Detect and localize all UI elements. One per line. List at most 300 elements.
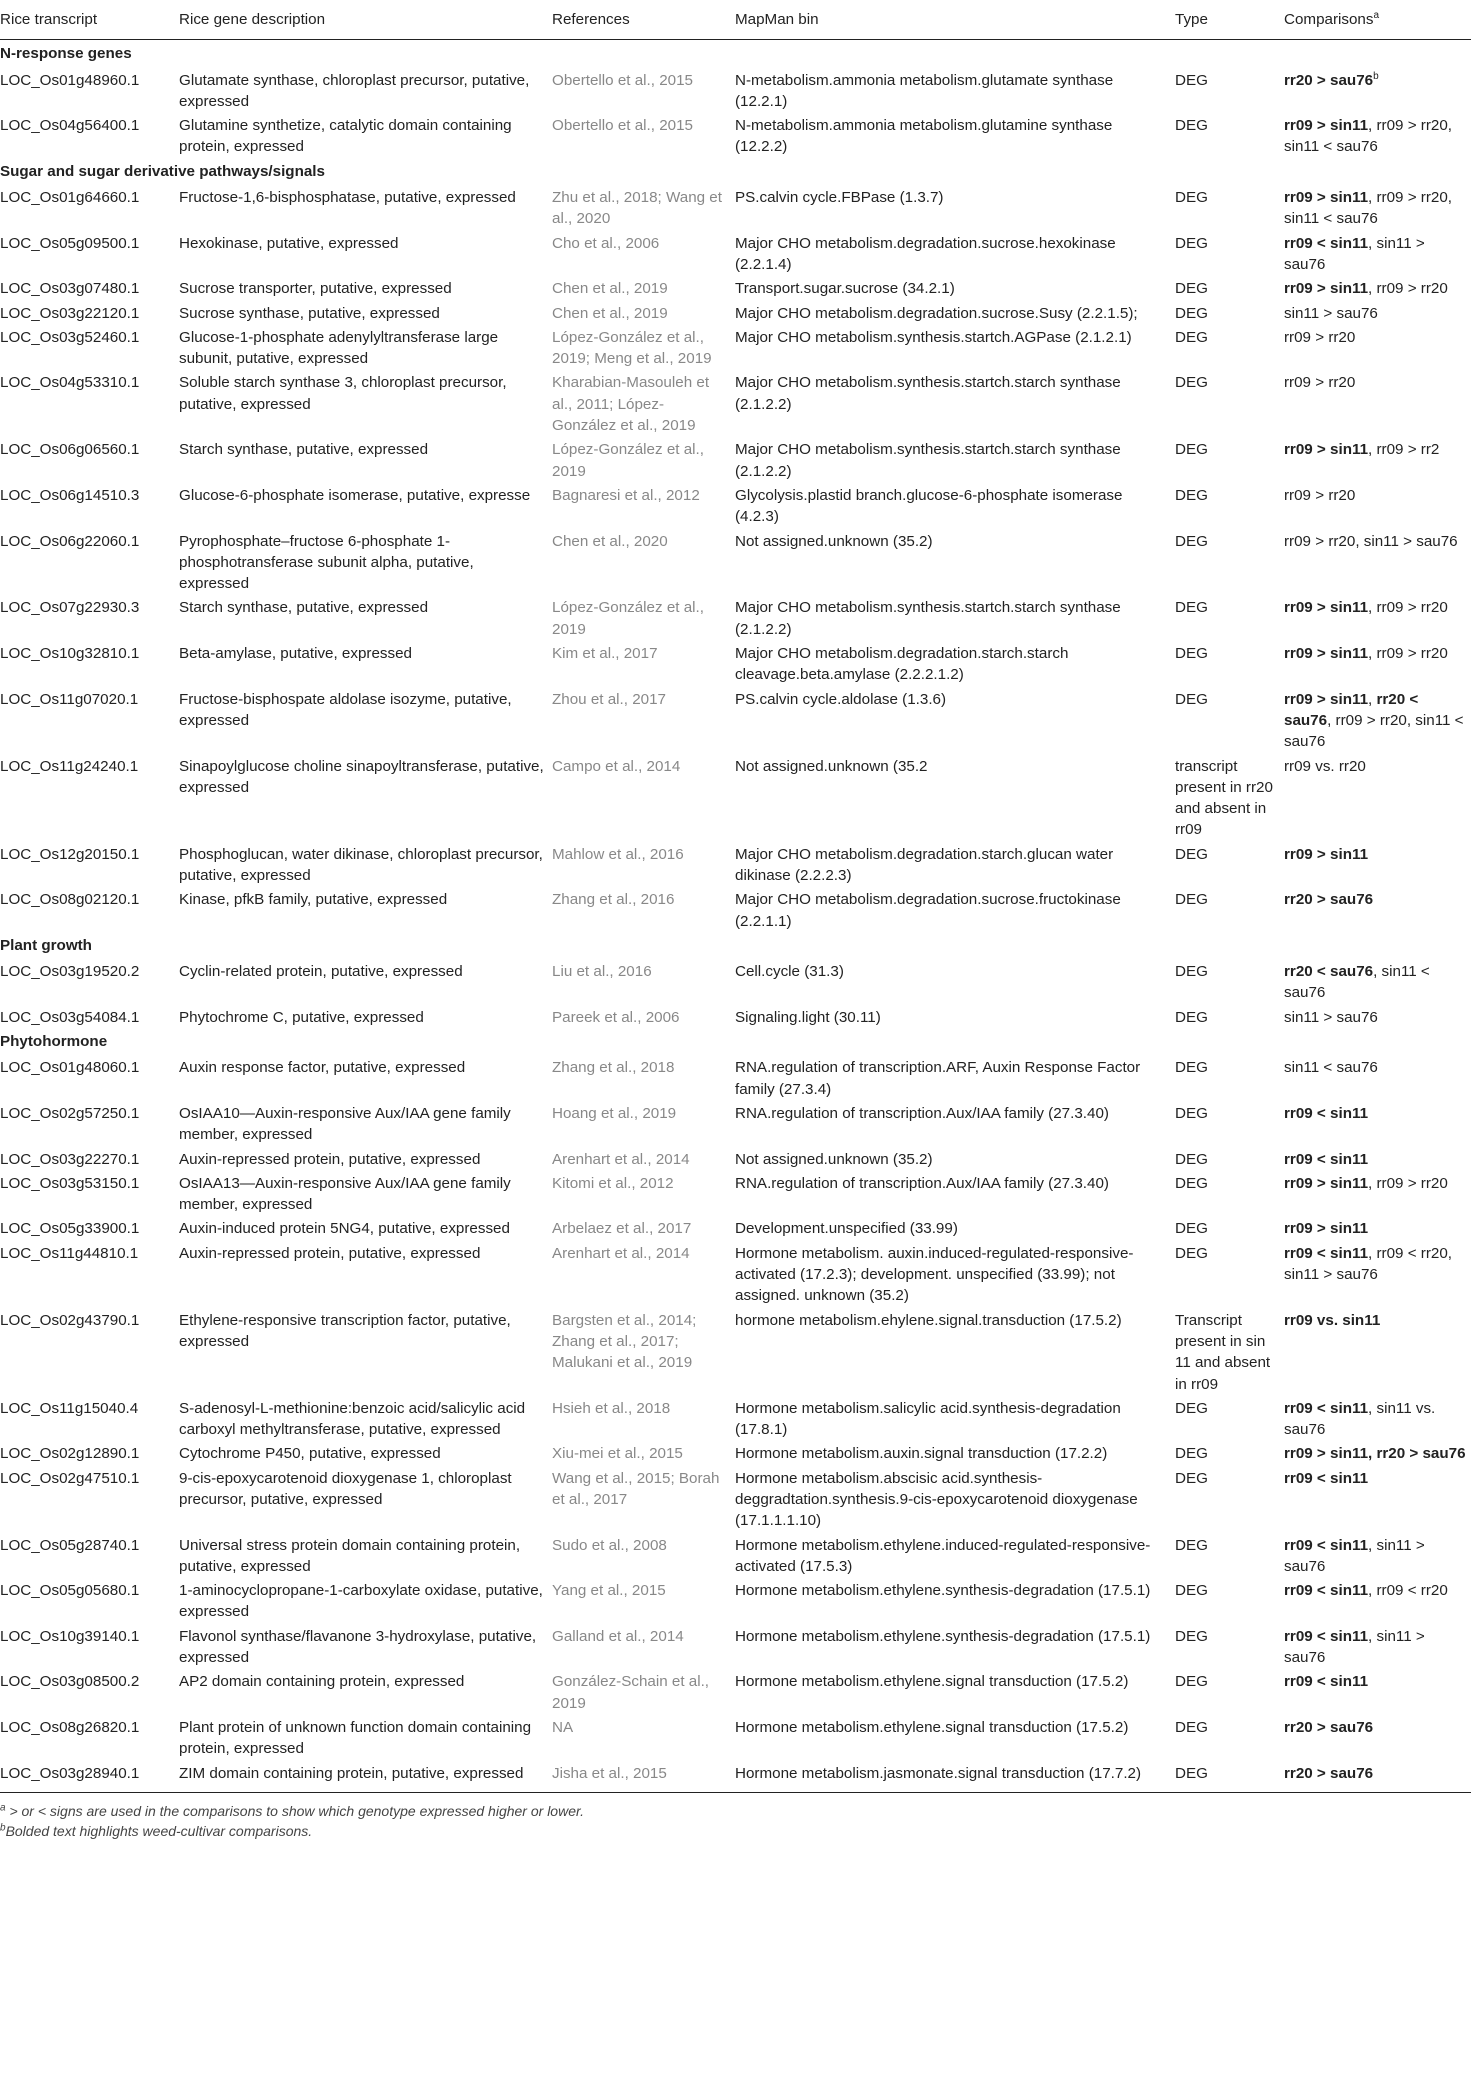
cell-type: transcript present in rr20 and absent in rr09 (1175, 757, 1273, 839)
cell-comparisons (1278, 1215, 1471, 1239)
cell-mapman-bin: Hormone metabolism.ethylene.signal transduction (17.5.2) (735, 1718, 1129, 1736)
cell-transcript: LOC_Os08g26820.1 (0, 1718, 140, 1736)
cell-transcript: LOC_Os11g07020.1 (0, 690, 139, 708)
cell-reference: Xiu-mei et al., 2015 (552, 1445, 683, 1463)
cell-description: 9-cis-epoxycarotenoid dioxygenase 1, chloroplast precursor, putative, expressed (179, 1469, 512, 1508)
cell-description: OsIAA10—Auxin-responsive Aux/IAA gene family member, expressed (179, 1104, 511, 1144)
table-row (0, 1100, 1471, 1146)
comparison-segment: , rr09 > rr20 (1368, 645, 1448, 663)
comparison-segment: rr09 < sin11 (1284, 1150, 1369, 1168)
comparison-segment: , sin11 > sau76 (1284, 1536, 1425, 1575)
comparison-segment: rr09 > sin11 (1284, 845, 1369, 863)
cell-mapman-bin: Signaling.light (30.11) (735, 1008, 881, 1026)
cell-reference: Kim et al., 2017 (552, 645, 658, 663)
cell-type: DEG (1175, 1469, 1208, 1487)
header-mapman-bin: MapMan bin (729, 0, 1169, 40)
table-row (0, 436, 1471, 482)
comparison-segment: rr09 < sin11 (1284, 1104, 1369, 1122)
header-description: Rice gene description (173, 0, 546, 40)
cell-description: Glutamate synthase, chloroplast precursor, putative, expressed (179, 71, 530, 110)
comparison-segment: rr09 > rr20, sin11 > sau76 (1284, 532, 1458, 550)
cell-type: DEG (1175, 486, 1208, 504)
cell-transcript: LOC_Os10g39140.1 (0, 1627, 140, 1645)
table-row (0, 300, 1471, 324)
comparison-segment: , rr09 > rr20, sin11 < sau76 (1284, 117, 1453, 156)
table-row (0, 1215, 1471, 1239)
section-title: Sugar and sugar derivative pathways/signals (0, 162, 325, 180)
cell-comparisons (1278, 324, 1471, 370)
comparison-segment: sin11 < sau76 (1284, 1059, 1378, 1077)
cell-description: ZIM domain containing protein, putative, expressed (179, 1764, 524, 1782)
cell-type: DEG (1175, 690, 1208, 708)
section-row (0, 158, 1471, 184)
cell-mapman-bin: Major CHO metabolism.degradation.starch.glucan water dikinase (2.2.2.3) (735, 845, 1114, 884)
cell-comparisons (1278, 640, 1471, 686)
cell-transcript: LOC_Os10g32810.1 (0, 645, 140, 663)
comparison-segment: rr09 > sin11 (1284, 280, 1369, 298)
footnote-a (0, 1801, 1471, 1821)
cell-mapman-bin: Hormone metabolism.ethylene.synthesis-degradation (17.5.1) (735, 1627, 1151, 1645)
cell-mapman-bin: Major CHO metabolism.degradation.sucrose.fructokinase (2.2.1.1) (735, 891, 1121, 930)
cell-type: DEG (1175, 1718, 1208, 1736)
footnote-b-mark: b (0, 1822, 6, 1834)
cell-reference: Zhu et al., 2018; Wang et al., 2020 (552, 189, 722, 228)
cell-comparisons (1278, 886, 1471, 932)
cell-comparisons (1278, 369, 1471, 436)
cell-mapman-bin: Hormone metabolism.auxin.signal transduction (17.2.2) (735, 1445, 1108, 1463)
cell-mapman-bin: Major CHO metabolism.degradation.sucrose.Susy (2.2.1.5); (735, 304, 1138, 322)
comparison-segment: rr09 vs. rr20 (1284, 757, 1366, 775)
cell-comparisons (1278, 594, 1471, 640)
comparison-segment: rr09 < sin11 (1284, 1673, 1369, 1691)
comparison-segment: rr09 > sin11 (1284, 690, 1369, 708)
cell-mapman-bin: N-metabolism.ammonia metabolism.glutamine synthase (12.2.2) (735, 117, 1113, 156)
comparison-segment: sin11 > sau76 (1284, 1008, 1378, 1026)
cell-mapman-bin: Major CHO metabolism.degradation.sucrose.hexokinase (2.2.1.4) (735, 234, 1116, 273)
cell-comparisons (1278, 300, 1471, 324)
cell-mapman-bin: N-metabolism.ammonia metabolism.glutamate synthase (12.2.1) (735, 71, 1114, 110)
table-row (0, 1240, 1471, 1307)
cell-reference: Yang et al., 2015 (552, 1582, 666, 1600)
cell-mapman-bin: Major CHO metabolism.synthesis.startch.AGPase (2.1.2.1) (735, 328, 1132, 346)
cell-transcript: LOC_Os03g54084.1 (0, 1008, 140, 1026)
table-row (0, 369, 1471, 436)
cell-description: Phytochrome C, putative, expressed (179, 1008, 424, 1026)
cell-reference: Bagnaresi et al., 2012 (552, 486, 700, 504)
cell-description: Glucose-1-phosphate adenylyltransferase large subunit, putative, expressed (179, 328, 499, 368)
cell-type: DEG (1175, 1174, 1208, 1192)
cell-mapman-bin: RNA.regulation of transcription.Aux/IAA family (27.3.40) (735, 1174, 1109, 1192)
cell-comparisons (1278, 275, 1471, 299)
cell-transcript: LOC_Os06g22060.1 (0, 532, 140, 550)
comparison-segment: , rr09 > rr20 (1368, 599, 1448, 617)
cell-transcript: LOC_Os01g48060.1 (0, 1059, 140, 1077)
cell-transcript: LOC_Os03g22270.1 (0, 1150, 140, 1168)
cell-reference: Zhang et al., 2016 (552, 891, 675, 909)
comparison-segment: , rr09 > rr20, sin11 < sau76 (1284, 189, 1453, 228)
cell-mapman-bin: PS.calvin cycle.FBPase (1.3.7) (735, 189, 944, 207)
cell-mapman-bin: Not assigned.unknown (35.2) (735, 532, 933, 550)
cell-type: Transcript present in sin 11 and absent in rr09 (1175, 1311, 1271, 1393)
comparison-segment: rr09 < sin11 (1284, 234, 1369, 252)
cell-type: DEG (1175, 1059, 1208, 1077)
table-row (0, 112, 1471, 158)
cell-description: Glucose-6-phosphate isomerase, putative, expresse (179, 486, 531, 504)
cell-reference: Zhang et al., 2018 (552, 1059, 675, 1077)
cell-mapman-bin: Hormone metabolism.ethylene.signal transduction (17.5.2) (735, 1673, 1129, 1691)
comparison-segment: rr09 < sin11 (1284, 1244, 1369, 1262)
cell-description: Fructose-1,6-bisphosphatase, putative, expressed (179, 189, 516, 207)
table-row (0, 1395, 1471, 1441)
table-row (0, 958, 1471, 1004)
cell-type: DEG (1175, 1673, 1208, 1691)
cell-transcript: LOC_Os07g22930.3 (0, 599, 140, 617)
comparison-segment: , rr09 < rr20, sin11 > sau76 (1284, 1244, 1453, 1284)
cell-mapman-bin: Major CHO metabolism.synthesis.startch.starch synthase (2.1.2.2) (735, 441, 1121, 480)
cell-reference: Arbelaez et al., 2017 (552, 1220, 692, 1238)
cell-mapman-bin: Major CHO metabolism.synthesis.startch.starch synthase (2.1.2.2) (735, 374, 1121, 413)
cell-comparisons (1278, 1307, 1471, 1395)
comparison-segment: rr09 > sin11 (1284, 599, 1369, 617)
cell-type: DEG (1175, 1536, 1208, 1554)
table-row (0, 753, 1471, 841)
comparison-segment: rr20 < sau76 (1284, 963, 1374, 981)
cell-mapman-bin: Not assigned.unknown (35.2 (735, 757, 928, 775)
cell-description: Cytochrome P450, putative, expressed (179, 1445, 441, 1463)
cell-description: Starch synthase, putative, expressed (179, 599, 429, 617)
cell-comparisons (1278, 1714, 1471, 1760)
cell-comparisons (1278, 1577, 1471, 1623)
cell-type: DEG (1175, 1399, 1208, 1417)
comparison-segment: , rr09 < rr20 (1368, 1582, 1448, 1600)
comparison-footnote-mark: b (1373, 70, 1379, 82)
cell-comparisons (1278, 1532, 1471, 1578)
table-row (0, 1170, 1471, 1216)
cell-reference: López-González et al., 2019; Meng et al., 2019 (552, 328, 712, 368)
table-row (0, 886, 1471, 932)
cell-description: Auxin-repressed protein, putative, expressed (179, 1150, 481, 1168)
cell-description: Phosphoglucan, water dikinase, chloroplast precursor, putative, expressed (179, 845, 543, 884)
cell-reference: Hoang et al., 2019 (552, 1104, 677, 1122)
cell-transcript: LOC_Os03g52460.1 (0, 328, 140, 346)
cell-comparisons (1278, 958, 1471, 1004)
cell-type: DEG (1175, 532, 1208, 550)
cell-transcript: LOC_Os03g28940.1 (0, 1764, 140, 1782)
cell-mapman-bin: Transport.sugar.sucrose (34.2.1) (735, 280, 955, 298)
table-footnotes (0, 1792, 1471, 1841)
header-transcript: Rice transcript (0, 0, 173, 40)
cell-mapman-bin: Hormone metabolism.ethylene.induced-regulated-responsive-activated (17.5.3) (735, 1536, 1151, 1575)
comparison-segment: rr09 > rr20 (1284, 486, 1356, 504)
comparison-segment: rr20 > sau76 (1284, 1718, 1374, 1736)
cell-transcript: LOC_Os03g19520.2 (0, 963, 140, 981)
cell-transcript: LOC_Os03g22120.1 (0, 304, 140, 322)
cell-type: DEG (1175, 891, 1208, 909)
comparison-segment: rr09 > sin11 (1284, 1174, 1369, 1192)
comparison-segment: rr20 > sau76 (1284, 1764, 1374, 1782)
comparison-segment: rr20 < sau76 (1284, 690, 1419, 729)
cell-mapman-bin: Hormone metabolism.abscisic acid.synthesis-deggradtation.synthesis.9-cis-epoxycarotenoid dioxygenase (17.1.1.1.10) (735, 1469, 1138, 1530)
cell-comparisons (1278, 230, 1471, 276)
cell-transcript: LOC_Os05g33900.1 (0, 1220, 140, 1238)
cell-description: Glutamine synthetize, catalytic domain containing protein, expressed (179, 117, 512, 156)
cell-type: DEG (1175, 117, 1208, 135)
cell-description: Plant protein of unknown function domain containing protein, expressed (179, 1718, 532, 1758)
cell-reference: Jisha et al., 2015 (552, 1764, 667, 1782)
table-row (0, 1307, 1471, 1395)
comparison-segment: rr09 > sin11, rr20 > sau76 (1284, 1445, 1466, 1463)
table-row (0, 841, 1471, 887)
cell-type: DEG (1175, 374, 1208, 392)
comparison-segment: rr09 < sin11 (1284, 1627, 1369, 1645)
cell-description: Auxin response factor, putative, expressed (179, 1059, 466, 1077)
cell-transcript: LOC_Os03g08500.2 (0, 1673, 140, 1691)
comparison-segment: rr09 < sin11 (1284, 1399, 1369, 1417)
footnote-a-mark: a (0, 1802, 6, 1814)
cell-type: DEG (1175, 189, 1208, 207)
cell-type: DEG (1175, 1104, 1208, 1122)
table-row (0, 1760, 1471, 1792)
comparison-segment: rr09 > rr20 (1284, 328, 1356, 346)
header-comparisons (1278, 0, 1471, 40)
cell-mapman-bin: PS.calvin cycle.aldolase (1.3.6) (735, 690, 947, 708)
comparison-segment: , rr09 > rr20, sin11 < sau76 (1284, 711, 1464, 751)
cell-description: S-adenosyl-L-methionine:benzoic acid/salicylic acid carboxyl methyltransferase, putative, expressed (179, 1399, 526, 1439)
cell-comparisons (1278, 1623, 1471, 1669)
table-row (0, 1465, 1471, 1532)
cell-type: DEG (1175, 1445, 1208, 1463)
comparison-segment: rr09 < sin11 (1284, 1469, 1369, 1487)
cell-type: DEG (1175, 1008, 1208, 1026)
table-row (0, 528, 1471, 595)
table-row (0, 67, 1471, 113)
footnote-b (0, 1821, 1471, 1841)
cell-description: Soluble starch synthase 3, chloroplast precursor, putative, expressed (179, 374, 507, 413)
cell-reference: Mahlow et al., 2016 (552, 845, 684, 863)
comparison-segment: rr09 > sin11 (1284, 441, 1369, 459)
cell-transcript: LOC_Os02g43790.1 (0, 1311, 140, 1329)
cell-description: 1-aminocyclopropane-1-carboxylate oxidase, putative, expressed (179, 1582, 543, 1621)
cell-mapman-bin: hormone metabolism.ehylene.signal.transduction (17.5.2) (735, 1311, 1122, 1329)
table-row (0, 1004, 1471, 1028)
cell-transcript: LOC_Os11g15040.4 (0, 1399, 139, 1417)
table-row (0, 1532, 1471, 1578)
cell-comparisons (1278, 1240, 1471, 1307)
cell-transcript: LOC_Os05g28740.1 (0, 1536, 140, 1554)
cell-description: Pyrophosphate–fructose 6-phosphate 1-phosphotransferase subunit alpha, putative, expressed (179, 532, 474, 593)
cell-mapman-bin: Hormone metabolism.ethylene.synthesis-degradation (17.5.1) (735, 1582, 1151, 1600)
table-row (0, 1668, 1471, 1714)
section-row (0, 932, 1471, 958)
cell-comparisons (1278, 1170, 1471, 1216)
cell-mapman-bin: Hormone metabolism.salicylic acid.synthesis-degradation (17.8.1) (735, 1399, 1121, 1439)
cell-transcript: LOC_Os05g05680.1 (0, 1582, 140, 1600)
cell-reference: Sudo et al., 2008 (552, 1536, 667, 1554)
cell-mapman-bin: RNA.regulation of transcription.Aux/IAA family (27.3.40) (735, 1104, 1109, 1122)
cell-type: DEG (1175, 1220, 1208, 1238)
cell-description: Ethylene-responsive transcription factor, putative, expressed (179, 1311, 511, 1350)
cell-comparisons (1278, 841, 1471, 887)
cell-reference: Arenhart et al., 2014 (552, 1150, 690, 1168)
cell-reference: Obertello et al., 2015 (552, 117, 693, 135)
cell-reference: Chen et al., 2019 (552, 280, 668, 298)
table-row (0, 324, 1471, 370)
comparison-segment: , rr09 > rr20 (1368, 280, 1448, 298)
cell-transcript: LOC_Os04g53310.1 (0, 374, 140, 392)
cell-reference: Arenhart et al., 2014 (552, 1244, 690, 1262)
cell-description: Hexokinase, putative, expressed (179, 234, 399, 252)
header-row (0, 0, 1471, 40)
table-row (0, 1440, 1471, 1464)
cell-description: Cyclin-related protein, putative, expressed (179, 963, 463, 981)
cell-transcript: LOC_Os03g07480.1 (0, 280, 140, 298)
comparison-segment: rr09 vs. sin11 (1284, 1311, 1381, 1329)
cell-transcript: LOC_Os05g09500.1 (0, 234, 140, 252)
cell-reference: Campo et al., 2014 (552, 757, 681, 775)
cell-comparisons (1278, 528, 1471, 595)
cell-comparisons (1278, 1465, 1471, 1532)
cell-comparisons (1278, 1395, 1471, 1441)
cell-reference: Galland et al., 2014 (552, 1627, 684, 1645)
section-title: Plant growth (0, 936, 92, 954)
cell-transcript: LOC_Os01g64660.1 (0, 189, 140, 207)
comparison-segment: , rr09 > rr2 (1368, 441, 1440, 459)
comparison-segment: rr20 > sau76 (1284, 891, 1374, 909)
cell-comparisons (1278, 482, 1471, 528)
cell-reference: González-Schain et al., 2019 (552, 1673, 710, 1712)
section-row (0, 40, 1471, 67)
cell-type: DEG (1175, 1582, 1208, 1600)
cell-reference: Kharabian-Masouleh et al., 2011; López-González et al., 2019 (552, 374, 710, 435)
cell-type: DEG (1175, 1764, 1208, 1782)
footnote-b-text: Bolded text highlights weed-cultivar comparisons. (5, 1822, 313, 1839)
cell-description: Kinase, pfkB family, putative, expressed (179, 891, 448, 909)
cell-transcript: LOC_Os02g12890.1 (0, 1445, 140, 1463)
cell-comparisons (1278, 1004, 1471, 1028)
cell-comparisons (1278, 1440, 1471, 1464)
cell-description: Fructose-bisphospate aldolase isozyme, putative, expressed (179, 690, 512, 729)
cell-mapman-bin: Not assigned.unknown (35.2) (735, 1150, 933, 1168)
cell-transcript: LOC_Os03g53150.1 (0, 1174, 140, 1192)
header-references: References (546, 0, 729, 40)
cell-transcript: LOC_Os11g44810.1 (0, 1244, 139, 1262)
table-row (0, 686, 1471, 753)
cell-reference: Chen et al., 2019 (552, 304, 668, 322)
table-row (0, 1577, 1471, 1623)
cell-mapman-bin: Hormone metabolism.jasmonate.signal transduction (17.7.2) (735, 1764, 1142, 1782)
cell-mapman-bin: Development.unspecified (33.99) (735, 1220, 958, 1238)
cell-transcript: LOC_Os02g57250.1 (0, 1104, 140, 1122)
table-row (0, 482, 1471, 528)
cell-comparisons (1278, 184, 1471, 230)
table-row (0, 1054, 1471, 1100)
table-row (0, 275, 1471, 299)
cell-type: DEG (1175, 1244, 1208, 1262)
cell-reference: Zhou et al., 2017 (552, 690, 666, 708)
cell-transcript: LOC_Os02g47510.1 (0, 1469, 140, 1487)
comparison-segment: , sin11 vs. sau76 (1284, 1399, 1436, 1439)
table-row (0, 1714, 1471, 1760)
comparison-segment: , (1368, 690, 1377, 708)
table-row (0, 594, 1471, 640)
cell-mapman-bin: Hormone metabolism. auxin.induced-regulated-responsive-activated (17.2.3); development. unspecified (33.99); not assigned. unknown (35.2) (735, 1244, 1134, 1305)
cell-reference: Chen et al., 2020 (552, 532, 668, 550)
cell-mapman-bin: Major CHO metabolism.synthesis.startch.starch synthase (2.1.2.2) (735, 599, 1121, 638)
cell-type: DEG (1175, 234, 1208, 252)
cell-comparisons (1278, 112, 1471, 158)
comparison-segment: rr20 > sau76 (1284, 71, 1374, 89)
footnote-a-text: > or < signs are used in the comparisons to show which genotype expressed higher or lower. (5, 1802, 585, 1819)
comparison-segment: rr09 > sin11 (1284, 1220, 1369, 1238)
cell-type: DEG (1175, 645, 1208, 663)
cell-comparisons (1278, 1100, 1471, 1146)
cell-comparisons (1278, 686, 1471, 753)
cell-mapman-bin: RNA.regulation of transcription.ARF, Auxin Response Factor family (27.3.4) (735, 1059, 1141, 1098)
cell-description: Sucrose synthase, putative, expressed (179, 304, 440, 322)
cell-type: DEG (1175, 441, 1208, 459)
table-row (0, 230, 1471, 276)
cell-reference: Obertello et al., 2015 (552, 71, 693, 89)
section-title: Phytohormone (0, 1033, 108, 1051)
cell-reference: Bargsten et al., 2014; Zhang et al., 2017; Malukani et al., 2019 (552, 1311, 697, 1372)
comparison-segment: , sin11 > sau76 (1284, 1627, 1425, 1667)
cell-reference: Kitomi et al., 2012 (552, 1174, 674, 1192)
cell-reference: Cho et al., 2006 (552, 234, 660, 252)
cell-transcript: LOC_Os01g48960.1 (0, 71, 140, 89)
comparison-segment: rr09 > sin11 (1284, 645, 1369, 663)
comparison-segment: , sin11 > sau76 (1284, 234, 1425, 273)
cell-description: Starch synthase, putative, expressed (179, 441, 429, 459)
cell-transcript: LOC_Os06g06560.1 (0, 441, 140, 459)
cell-transcript: LOC_Os08g02120.1 (0, 891, 140, 909)
cell-comparisons (1278, 1760, 1471, 1792)
cell-description: OsIAA13—Auxin-responsive Aux/IAA gene family member, expressed (179, 1174, 511, 1214)
section-title: N-response genes (0, 45, 132, 63)
cell-type: DEG (1175, 1150, 1208, 1168)
cell-mapman-bin: Glycolysis.plastid branch.glucose-6-phosphate isomerase (4.2.3) (735, 486, 1123, 526)
comparison-segment: rr09 > sin11 (1284, 189, 1369, 207)
comparison-segment: rr09 < sin11 (1284, 1536, 1369, 1554)
cell-reference: NA (552, 1718, 574, 1736)
cell-reference: Pareek et al., 2006 (552, 1008, 680, 1026)
cell-mapman-bin: Cell.cycle (31.3) (735, 963, 844, 981)
cell-transcript: LOC_Os04g56400.1 (0, 117, 140, 135)
cell-type: DEG (1175, 963, 1208, 981)
cell-description: Sinapoylglucose choline sinapoyltransferase, putative, expressed (179, 757, 544, 796)
cell-comparisons (1278, 1054, 1471, 1100)
comparison-segment: sin11 > sau76 (1284, 304, 1378, 322)
comparison-segment: rr09 > rr20 (1284, 374, 1356, 392)
cell-reference: Hsieh et al., 2018 (552, 1399, 671, 1417)
cell-reference: Liu et al., 2016 (552, 963, 652, 981)
header-type: Type (1169, 0, 1278, 40)
cell-description: Sucrose transporter, putative, expressed (179, 280, 452, 298)
cell-transcript: LOC_Os06g14510.3 (0, 486, 140, 504)
cell-mapman-bin: Major CHO metabolism.degradation.starch.starch cleavage.beta.amylase (2.2.2.1.2) (735, 645, 1069, 684)
comparison-segment: , sin11 < sau76 (1284, 963, 1430, 1002)
cell-type: DEG (1175, 845, 1208, 863)
cell-transcript: LOC_Os12g20150.1 (0, 845, 140, 863)
cell-type: DEG (1175, 71, 1208, 89)
comparison-segment: , rr09 > rr20 (1368, 1174, 1448, 1192)
cell-transcript: LOC_Os11g24240.1 (0, 757, 139, 775)
table-row (0, 184, 1471, 230)
header-comparisons-label: Comparisons (1284, 11, 1374, 28)
section-row (0, 1028, 1471, 1054)
cell-comparisons (1278, 436, 1471, 482)
cell-reference: Wang et al., 2015; Borah et al., 2017 (552, 1469, 720, 1508)
cell-description: AP2 domain containing protein, expressed (179, 1673, 465, 1691)
